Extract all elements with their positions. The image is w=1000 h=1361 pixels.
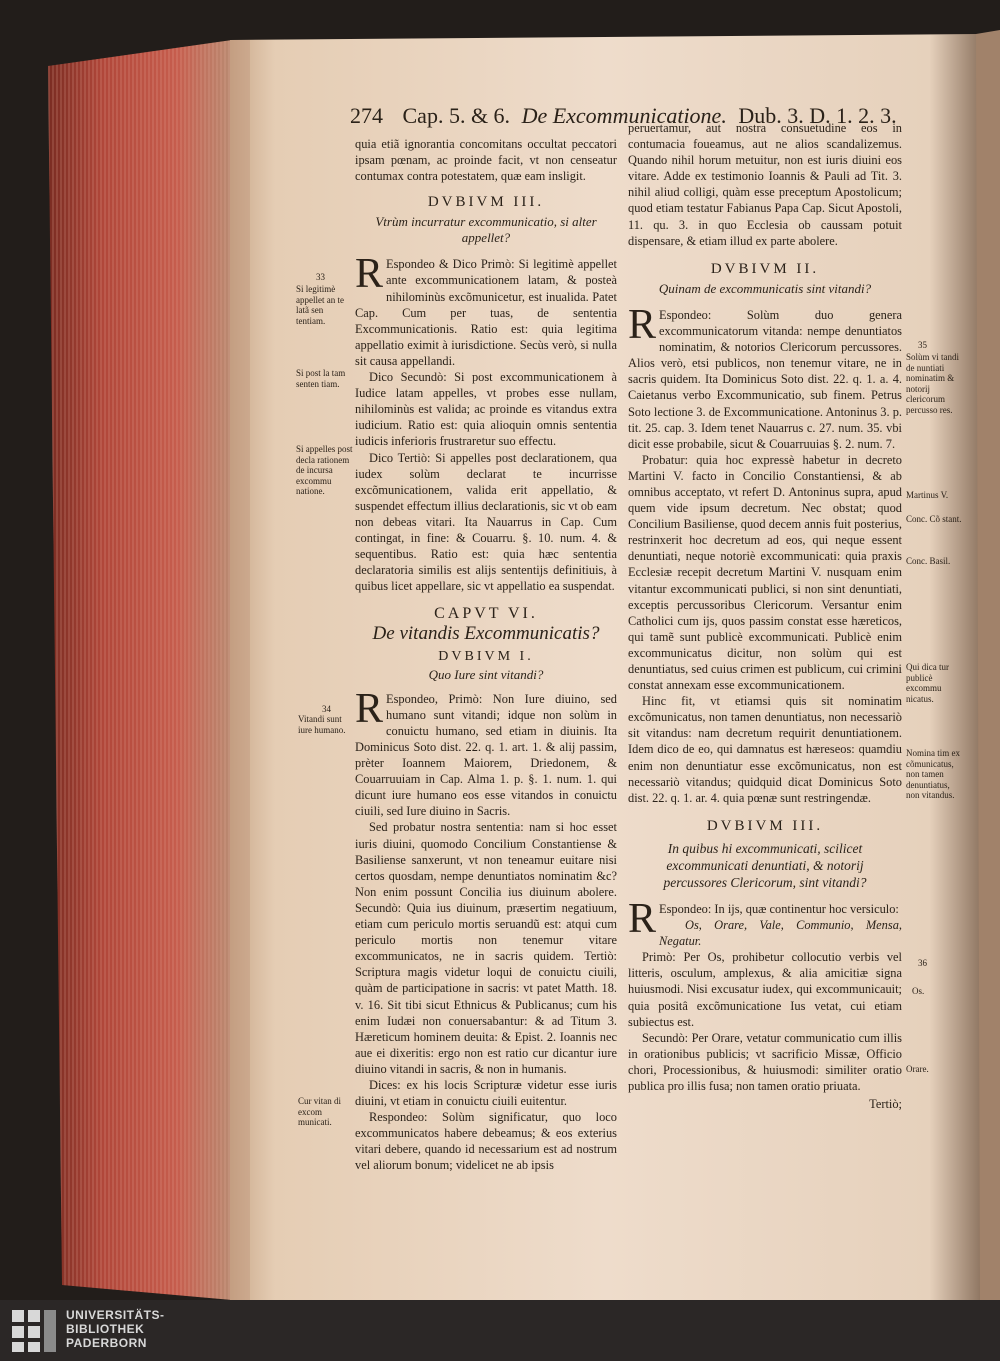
right-paragraph: Probatur: quia hoc expressè habetur in decreto Martini V. facto in Concilio Constantiensi, & ab omnibus acceptato, vt refert D. Antoninus supra, apud quem vide ipsum decretum. Nec obstat; quod Concilium Basiliense, quod decem annis fuit posterius, restrinxerit hoc decretum ad eos, qui neque essent denuntiati, neque notoriè excommunicati: quia praxis Ecclesiæ recepit decretum Martini V. nusquam enim vitantur excommunicati publici, si non sint denuntiati, exceptis percussoribus Clericorum. Versantur enim Catholici cum ijs, quos passim constat esse hæreticos, qui tamẽ sunt publicè excommunicati. Publicè enim excommunicatus dicitur, non solùm qui est denuntiatus, sed cuius crimen est publicum, cui crimini constat annexam esse excommunicationem. [628, 452, 902, 693]
margin-note: Os. [912, 986, 925, 996]
dubium-question: Vtrùm incurratur excommunicatio, si alter appellet? [375, 214, 597, 246]
right-paragraph: Espondeo: In ijs, quæ continentur hoc versiculo: [659, 901, 899, 916]
margin-note: Vitandi sunt iure humano. [298, 714, 346, 735]
dubium-title: DVBIVM III. [706, 817, 824, 834]
margin-note: Conc. Cõ stant. [906, 514, 962, 524]
dubium-question: In quibus hi excommunicati, scilicet excommunicati denuntiati, & notorij percussores Clericorum, sint vitandi? [663, 840, 867, 890]
left-paragraph: Respondeo: Solùm significatur, quo loco excommunicatos habere debeamus; & eos exterius vitari debere, quando id necessarium est ad nostrum vel aliorum bonum; videlicet ne ab ipsis [355, 1110, 617, 1173]
dubium-question: Quinam de excommunicatis sint vitandi? [658, 280, 872, 296]
margin-note: Martinus V. [906, 490, 949, 500]
drop-cap: R [628, 895, 657, 942]
drop-cap: R [628, 301, 657, 348]
library-logo [10, 1306, 210, 1361]
margin-note: Solùm vi tandi de nuntiati nominatim & notorij clericorum percusso res. [906, 352, 960, 415]
left-paragraph: Dico Secundò: Si post excommunicationem à Iudice latam appelles, vt probes esse nullam, nihilominùs est valida; ac proinde es vitandus extra iudicium. Ratio est: quia alioquin omnis sententia iudicis inferioris frustraretur suo effectu. [355, 370, 617, 449]
dubium-title: DVBIVM II. [710, 260, 820, 277]
logo-line: UNIVERSITÄTS- [66, 1308, 165, 1322]
right-paragraph: peruertamur, aut nostra consuetudine eos in contumacia foueamus, aut ne alios scandalizemus. Quando nihil horum metuitur, non est iuris diuini eos vitare. Adde ex testimonio Ioannis & Pauli ad Tit. 3. nihil aliud colligi, quàm esse preceptum Apostolicum; quod etiam testatur Fabianus Papa Cap. Sicut Apostoli, 11. qu. 3. in quo Ecclesia ob caussam potuit dispensare, & etiam illud ex parte abolere. [628, 121, 902, 248]
running-title-subject: De Excommunicatione. [521, 103, 727, 128]
margin-note: Nomina tim ex cõmunicatus, non tamen denuntiatus, non vitandus. [906, 748, 960, 800]
dubium-question: Quo Iure sint vitandi? [428, 666, 544, 682]
margin-note: Orare. [906, 1064, 929, 1074]
right-paragraph: Secundò: Per Orare, vetatur communicatio cum illis in orationibus publicis; vt sacrificio Missæ, Officio chori, Processionibus, & huiusmodi: similiter oratio publica pro illis fusa; non tamen oratio priuata. [628, 1030, 902, 1093]
running-title-dubia: Dub. 3. D. 1. 2. 3. [738, 103, 897, 128]
verse-line: Os, Orare, Vale, Communio, Mensa, Negatur. [659, 918, 902, 949]
logo-line: PADERBORN [66, 1336, 147, 1350]
margin-note: Si post la tam senten tiam. [296, 368, 346, 389]
margin-note: Si appelles post decla rationem de incursa excommu natione. [296, 444, 353, 496]
margin-note: Qui dica tur publicè excommu nicatus. [906, 662, 949, 704]
margin-number: 34 [322, 704, 331, 714]
drop-cap: R [355, 685, 384, 732]
margin-number: 35 [918, 340, 927, 350]
margin-number: 33 [316, 272, 325, 282]
chapter-title: CAPVT VI. [434, 605, 538, 623]
margin-number: 36 [918, 958, 927, 968]
dubium-title: DVBIVM III. [427, 194, 545, 211]
left-paragraph: Dico Tertiò: Si appelles post declarationem, qua iudex solùm declarat te incurrisse excõmunicationem, valida erit appellatio, & suspendet effectum illius declarationis, sic vt ob eam non debeas vitari. Ita Nauarrus in Cap. Cum contingat, in fine: & Couarru. §. 10. num. 4. & sequentibus. Ratio est: quia hæc sententia declaratoria similis est alijs sententijs definitiuis, à quibus licet appellare, sic vt appellatio ea suspendat. [355, 450, 617, 594]
left-paragraph: Espondeo, Primò: Non Iure diuino, sed humano sunt vitandi; idque non solùm in conuictu humano, sed etiam in diuinis. Ita Dominicus Soto dist. 22. q. 1. art. 1. & alij passim, prèter Ioannem Maiorem, Driedonem, & Couarruuiam in Cap. Alma 1. p. §. 1. num. 1. qui dicunt iure humano eos esse vitandos in conuictu ciuili, sed Iure diuino in Sacris. [355, 691, 617, 819]
right-paragraph: Hinc fit, vt etiamsi quis sit nominatim excõmunicatus, non tamen denuntiatus, non necessariò sit vitandus: nam decretum requirit denuntiationem. Idem dico de eo, qui damnatus est hæreseos: quamdiu enim non denuntiatur esse excõmunicatus, non est necessariò vitandus; quidquid dicat Dominicus Soto dist. 22. q. 1. ar. 4. quia pœnæ sunt restringendæ. [628, 694, 902, 805]
logo-line: BIBLIOTHEK [66, 1322, 145, 1336]
right-paragraph: Espondeo: Solùm duo genera excommunicatorum vitanda: nempe denuntiatos nominatim, & notorios Clericorum percussores. Alios verò, etsi publicos, non tenemur vitare, ne in sacris quidem. Ita Dominicus Soto dist. 22. q. 1. a. 4. Caietanus verbo Excommunicatio, sub finem. Petrus Soto lectione 3. de Excommunicatione. Antoninus 3. p. tit. 25. cap. 3. Idem tenet Nauarrus c. 27. num. 35. vbi dicit esse probabile, sicut & Couarruuias §. 2. num. 7. [628, 307, 902, 451]
page-number: 274 [350, 103, 383, 128]
catchword: Tertiò; [869, 1097, 902, 1112]
running-title-chapter: Cap. 5. & 6. [402, 103, 511, 128]
left-paragraph: Sed probatur nostra sententia: nam si hoc esset iuris diuini, quomodo Concilium Constantiense & Basiliense sanxerunt, vt non teneamur euitare nisi certos quosdam, nempe denuntiatos nominatim &c? Non enim possunt Concilia ius diuinum abolere. Secundò: Quia ius diuinum, præsertim negatiuum, etiam cum periculo mortis seruandũ est: atqui cum periculo mortis non tenemur vitare excommunicatos, ne in sacris quidem. Tertiò: Scriptura magis videtur loqui de conuictu ciuili, quàm de participatione in sacris: vt patet Matth. 18. v. 16. Sit tibi sicut Ethnicus & Publicanus; cum his enim Iudæi non conuersabantur: & ad Titum 3. Hæreticum hominem deuita: & Epist. 2. Ioannis nec aue ei dixeritis: ergo non est ratio cur dicantur iure diuino vitandi in sacris, & non in humanis. [355, 820, 617, 1076]
left-paragraph: Espondeo & Dico Primò: Si legitimè appellet ante excommunicationem latam, & posteà nihilominùs excõmunicetur, est inualida. Patet Cap. Cum per tuas, de sententia Excommunicationis. Ratio est: quia legitima appellatio eximit à iurisdictione. Secùs verò, si nulla sit causa appellandi. [355, 257, 617, 368]
left-column [355, 136, 617, 1174]
margin-note: Conc. Basil. [906, 556, 951, 566]
right-paragraph: Primò: Per Os, prohibetur collocutio verbis vel litteris, osculum, amplexus, & alia amicitiæ signa huiusmodi. Nisi excusatur iudex, qui excommunicauit; quia positâ excõmunicatione Ius vetat, cui etiam subiectus est. [628, 950, 902, 1029]
margin-note: Si legitimè appellet an te latã sen tentiam. [296, 284, 344, 326]
left-paragraph: quia etiã ignorantia concomitans occultat peccatori ipsam pœnam, ac proinde facit, vt non censeatur contumax contra potestatem, quæ eam insligit. [355, 137, 617, 184]
library-emblem-icon [10, 1306, 58, 1354]
margin-note: Cur vitan di excom municati. [298, 1096, 341, 1127]
left-paragraph: Dices: ex his locis Scripturæ videtur esse iuris diuini, vt etiam in conuictu ciuili euitentur. [355, 1077, 617, 1109]
dubium-title: DVBIVM I. [438, 648, 534, 664]
chapter-subtitle: De vitandis Excommunicatis? [372, 623, 600, 645]
drop-cap: R [355, 251, 384, 298]
right-column [628, 120, 902, 1112]
